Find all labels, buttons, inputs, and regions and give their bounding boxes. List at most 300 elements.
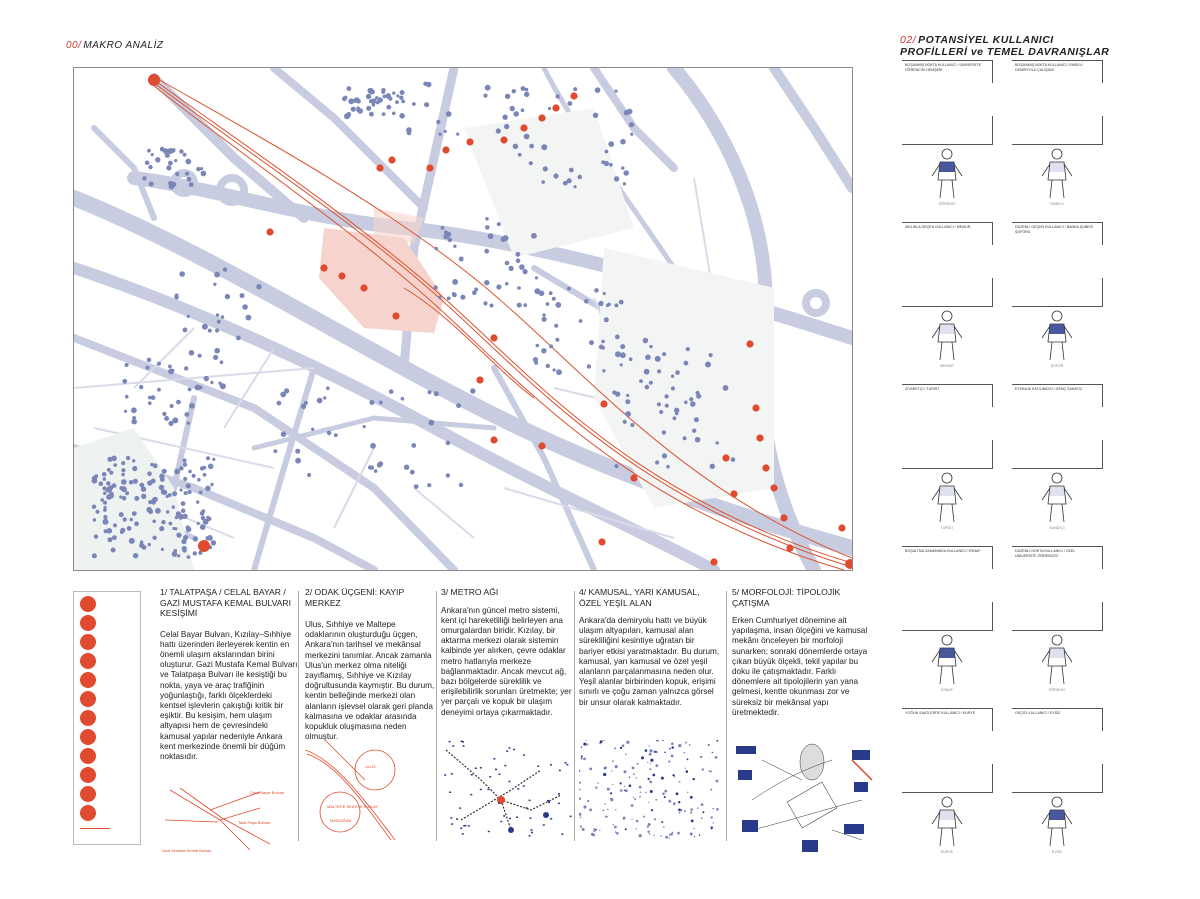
tree-dot bbox=[215, 328, 219, 332]
profile-title: ETKİNLİK KATILIMCISI / GENÇ SANATÇI bbox=[1015, 387, 1083, 391]
tree-dot bbox=[139, 385, 143, 389]
person-sketch-icon bbox=[1032, 632, 1082, 686]
legend-marker-icon bbox=[80, 596, 96, 612]
tree-dot bbox=[525, 88, 529, 92]
tree-dot bbox=[145, 161, 150, 166]
tree-dot bbox=[168, 161, 173, 166]
tree-dot bbox=[149, 182, 154, 187]
profile-card bbox=[902, 708, 994, 858]
tree-dot bbox=[671, 386, 675, 390]
poi-marker bbox=[500, 136, 507, 143]
poi-marker bbox=[490, 436, 497, 443]
profile-caption: ŞOFÖR bbox=[1050, 364, 1064, 368]
tree-dot bbox=[524, 92, 529, 97]
poi-marker bbox=[730, 490, 737, 497]
tree-dot bbox=[131, 407, 137, 413]
tree-dot bbox=[220, 383, 226, 389]
tree-dot bbox=[171, 369, 174, 372]
metro-network-thumbnail bbox=[441, 740, 575, 840]
profile-card bbox=[1012, 60, 1104, 210]
profile-title: BOŞANMIŞ NOKTA KULLANICI / ÜNİVERSİTE ÖĞRENCİSİ HEMŞİRE bbox=[905, 63, 982, 72]
profile-card bbox=[1012, 708, 1104, 858]
tree-dot bbox=[113, 463, 117, 467]
tree-dot bbox=[573, 87, 577, 91]
tree-dot bbox=[689, 397, 693, 401]
tree-dot bbox=[411, 443, 416, 448]
tree-dot bbox=[108, 537, 113, 542]
tree-dot bbox=[554, 324, 558, 328]
tree-dot bbox=[446, 473, 450, 477]
poi-marker bbox=[570, 92, 577, 99]
tree-dot bbox=[683, 436, 687, 440]
tree-dot bbox=[102, 472, 107, 477]
poi-marker bbox=[198, 540, 210, 552]
tree-dot bbox=[369, 89, 374, 94]
tree-dot bbox=[106, 481, 111, 486]
tree-dot bbox=[205, 486, 211, 492]
tree-dot bbox=[444, 130, 447, 133]
tree-dot bbox=[113, 523, 117, 527]
tree-dot bbox=[198, 354, 202, 358]
tree-dot bbox=[221, 315, 224, 318]
legend-item bbox=[80, 767, 140, 785]
tree-dot bbox=[148, 500, 152, 504]
legend-item bbox=[80, 786, 140, 804]
tree-dot bbox=[141, 494, 146, 499]
profile-caption: EMEKLİ bbox=[1050, 202, 1064, 206]
tree-dot bbox=[172, 505, 175, 508]
tree-dot bbox=[203, 519, 209, 525]
tree-dot bbox=[179, 466, 183, 470]
poi-marker bbox=[520, 124, 527, 131]
tree-dot bbox=[614, 464, 618, 468]
tree-dot bbox=[202, 173, 206, 177]
profile-card bbox=[902, 60, 994, 210]
tree-dot bbox=[175, 516, 178, 519]
profile-title: SIKLIKLA GEÇEN KULLANICI / MEMUR bbox=[905, 225, 971, 229]
tree-dot bbox=[630, 133, 633, 136]
tree-dot bbox=[153, 497, 158, 502]
tree-dot bbox=[103, 519, 109, 525]
tree-dot bbox=[200, 511, 205, 516]
tree-dot bbox=[643, 338, 649, 344]
tree-dot bbox=[174, 159, 177, 162]
legend-item bbox=[80, 653, 140, 671]
tree-dot bbox=[381, 90, 385, 94]
tree-dot bbox=[563, 181, 568, 186]
tree-dot bbox=[181, 508, 186, 513]
tree-dot bbox=[214, 348, 220, 354]
tree-dot bbox=[177, 554, 180, 557]
tree-dot bbox=[210, 381, 213, 384]
tree-dot bbox=[160, 147, 165, 152]
tree-dot bbox=[459, 483, 463, 487]
tree-dot bbox=[536, 344, 540, 348]
tree-dot bbox=[174, 469, 180, 475]
tree-dot bbox=[187, 421, 190, 424]
tree-dot bbox=[446, 111, 452, 117]
tree-dot bbox=[280, 392, 286, 398]
tree-dot bbox=[169, 522, 173, 526]
tree-dot bbox=[620, 363, 623, 366]
poi-marker bbox=[466, 138, 473, 145]
tree-dot bbox=[657, 402, 661, 406]
poi-marker bbox=[148, 74, 160, 86]
legend-marker-icon bbox=[80, 691, 96, 707]
tree-dot bbox=[505, 94, 510, 99]
poi-marker bbox=[780, 514, 787, 521]
tree-dot bbox=[170, 404, 174, 408]
tree-dot bbox=[193, 536, 198, 541]
tree-dot bbox=[164, 416, 169, 421]
tree-dot bbox=[131, 419, 137, 425]
tree-dot bbox=[598, 301, 603, 306]
column-1 bbox=[160, 587, 298, 762]
section-number: 02/ bbox=[900, 34, 917, 46]
tree-dot bbox=[625, 399, 630, 404]
tree-dot bbox=[366, 106, 371, 111]
tree-dot bbox=[518, 153, 522, 157]
tree-dot bbox=[220, 360, 224, 364]
tree-dot bbox=[192, 474, 196, 478]
tree-dot bbox=[161, 489, 167, 495]
tree-dot bbox=[327, 431, 332, 436]
poi-marker bbox=[598, 538, 605, 545]
tree-dot bbox=[665, 404, 669, 408]
tree-dot bbox=[404, 465, 409, 470]
tree-dot bbox=[213, 283, 216, 286]
profile-caption: TURİST bbox=[940, 526, 954, 530]
tree-dot bbox=[295, 449, 300, 454]
column-3-body: Ankara'nın güncel metro sistemi, kent içi hareketliliği belirleyen ana omurgalardan biridir. Kızılay, bir aktarma merkezi olarak sistemin kalbinde yer alırken, çevre odaklar metro hatlarıyla merkeze bağlanmaktadır. Ancak mevcut ağ, bazı bölgelerde süreklilik ve erişilebilirlik sorunları üretmekte; yer yer parçalı ve kopuk bir ulaşım deneyimi ortaya çıkarmaktadır. bbox=[441, 605, 572, 717]
person-sketch-icon bbox=[1032, 470, 1082, 524]
tree-dot bbox=[434, 247, 438, 251]
poi-marker bbox=[746, 340, 753, 347]
tree-dot bbox=[472, 290, 477, 295]
poi-marker bbox=[630, 474, 637, 481]
tree-dot bbox=[104, 506, 107, 509]
tree-dot bbox=[107, 457, 112, 462]
tree-dot bbox=[569, 168, 574, 173]
tree-dot bbox=[484, 280, 489, 285]
tree-dot bbox=[513, 111, 519, 117]
tree-dot bbox=[148, 165, 152, 169]
tree-dot bbox=[188, 490, 192, 494]
tree-dot bbox=[453, 245, 456, 248]
tree-dot bbox=[705, 362, 711, 368]
map-legend bbox=[73, 591, 141, 845]
profile-card bbox=[1012, 546, 1104, 696]
profile-title: BOŞALTMA ZAMANINDA KULLANICI / ESNAF bbox=[905, 549, 981, 553]
tree-dot bbox=[649, 381, 653, 385]
legend-marker-icon bbox=[80, 786, 96, 802]
legend-item bbox=[80, 615, 140, 633]
tree-dot bbox=[148, 396, 152, 400]
profile-note-frame bbox=[1012, 116, 1103, 145]
tree-dot bbox=[110, 492, 114, 496]
person-sketch-icon bbox=[922, 794, 972, 848]
tree-dot bbox=[370, 443, 376, 449]
poi-marker bbox=[770, 484, 777, 491]
green-space-thumbnail bbox=[579, 740, 721, 840]
tree-dot bbox=[103, 477, 107, 481]
poi-marker bbox=[786, 544, 793, 551]
tree-dot bbox=[176, 533, 181, 538]
tree-dot bbox=[173, 549, 177, 553]
tree-dot bbox=[152, 536, 156, 540]
tree-dot bbox=[159, 526, 164, 531]
focus-triangle-thumbnail bbox=[305, 740, 435, 840]
tree-dot bbox=[513, 144, 518, 149]
tree-dot bbox=[147, 358, 152, 363]
tree-dot bbox=[399, 96, 403, 100]
tree-dot bbox=[386, 105, 391, 110]
legend-marker-icon bbox=[80, 805, 96, 821]
tree-dot bbox=[155, 508, 161, 514]
tree-dot bbox=[214, 272, 220, 278]
tree-dot bbox=[96, 510, 100, 514]
tree-dot bbox=[183, 463, 187, 467]
tree-dot bbox=[556, 94, 560, 98]
tree-dot bbox=[731, 457, 736, 462]
tree-dot bbox=[549, 344, 553, 348]
tree-dot bbox=[460, 295, 465, 300]
tree-dot bbox=[342, 96, 347, 101]
tree-dot bbox=[121, 468, 125, 472]
tree-dot bbox=[281, 431, 287, 437]
tree-dot bbox=[396, 94, 399, 97]
tree-dot bbox=[142, 176, 146, 180]
tree-dot bbox=[187, 177, 192, 182]
tree-dot bbox=[448, 238, 453, 243]
legend-marker-icon bbox=[80, 767, 96, 783]
tree-dot bbox=[124, 410, 127, 413]
tree-dot bbox=[543, 166, 548, 171]
tree-dot bbox=[100, 498, 104, 502]
tree-dot bbox=[112, 535, 117, 540]
tree-dot bbox=[483, 94, 487, 98]
tree-dot bbox=[129, 480, 134, 485]
tree-dot bbox=[202, 466, 206, 470]
column-5-title: 5/ MORFOLOJİ: TİPOLOJİK ÇATIŞMA bbox=[732, 587, 841, 608]
poi-marker bbox=[338, 272, 345, 279]
tree-dot bbox=[236, 336, 241, 341]
person-sketch-icon bbox=[922, 146, 972, 200]
tree-dot bbox=[673, 416, 677, 420]
tree-dot bbox=[126, 456, 130, 460]
profile-title: ZİYARETÇİ / TURİST bbox=[905, 387, 940, 391]
tree-dot bbox=[172, 527, 175, 530]
column-5 bbox=[732, 587, 872, 718]
tree-dot bbox=[389, 389, 394, 394]
tree-dot bbox=[172, 491, 177, 496]
tree-dot bbox=[659, 410, 663, 414]
tree-dot bbox=[326, 386, 330, 390]
profile-title: GEÇİCİ KULLANICI / EVSİZ bbox=[1015, 711, 1061, 715]
tree-dot bbox=[168, 181, 173, 186]
legend-item bbox=[80, 634, 140, 652]
tree-dot bbox=[189, 403, 195, 409]
tree-dot bbox=[509, 266, 514, 271]
tree-dot bbox=[675, 370, 680, 375]
tree-dot bbox=[629, 357, 633, 361]
tree-dot bbox=[546, 364, 550, 368]
tree-dot bbox=[184, 491, 188, 495]
tree-dot bbox=[535, 276, 538, 279]
profile-caption: SANATÇI bbox=[1049, 526, 1065, 530]
column-4 bbox=[579, 587, 721, 708]
tree-dot bbox=[246, 315, 252, 321]
tree-dot bbox=[620, 139, 626, 145]
tree-dot bbox=[709, 353, 713, 357]
tree-dot bbox=[541, 348, 546, 353]
tree-dot bbox=[607, 303, 611, 307]
column-3 bbox=[441, 587, 575, 718]
tree-dot bbox=[189, 350, 195, 356]
tree-dot bbox=[436, 120, 440, 124]
person-sketch-icon bbox=[1032, 308, 1082, 362]
tree-dot bbox=[256, 284, 261, 289]
tree-dot bbox=[187, 315, 190, 318]
tree-dot bbox=[184, 366, 188, 370]
legend-line-icon bbox=[80, 828, 110, 829]
section-title-line2: PROFİLLERİ ve TEMEL DAVRANIŞLAR bbox=[900, 46, 1110, 58]
tree-dot bbox=[385, 93, 391, 99]
tree-dot bbox=[662, 430, 666, 434]
tree-dot bbox=[208, 464, 214, 470]
tree-dot bbox=[129, 538, 135, 544]
tree-dot bbox=[401, 397, 405, 401]
tree-dot bbox=[159, 474, 165, 480]
tree-dot bbox=[556, 369, 562, 375]
tree-dot bbox=[145, 366, 149, 370]
tree-dot bbox=[119, 495, 122, 498]
thumb-label-c: Gazi Mustafa Kemal Bulvarı bbox=[162, 848, 212, 853]
tree-dot bbox=[277, 401, 282, 406]
person-sketch-icon bbox=[922, 308, 972, 362]
tree-dot bbox=[223, 267, 227, 271]
tree-dot bbox=[695, 437, 701, 443]
tree-dot bbox=[139, 543, 144, 548]
tree-dot bbox=[182, 458, 186, 462]
tree-dot bbox=[456, 133, 459, 136]
profile-caption: MEMUR bbox=[940, 364, 954, 368]
legend-marker-icon bbox=[80, 729, 96, 745]
tree-dot bbox=[354, 97, 359, 102]
tree-dot bbox=[217, 320, 221, 324]
profile-note-frame bbox=[1012, 278, 1103, 307]
tree-dot bbox=[517, 286, 521, 290]
tree-dot bbox=[629, 122, 634, 127]
legend-item bbox=[80, 805, 140, 823]
tree-dot bbox=[121, 461, 125, 465]
tree-dot bbox=[363, 425, 366, 428]
tree-dot bbox=[414, 484, 419, 489]
profile-title: DÜZENLİ GEÇEN KULLANICI / BANKA ŞUBESİ ŞOFÖRÜ bbox=[1015, 225, 1093, 234]
tree-dot bbox=[208, 329, 212, 333]
column-divider bbox=[298, 591, 299, 841]
tree-dot bbox=[395, 100, 399, 104]
tree-dot bbox=[589, 340, 594, 345]
tree-dot bbox=[614, 176, 619, 181]
person-sketch-icon bbox=[1032, 146, 1082, 200]
tree-dot bbox=[524, 134, 530, 140]
tree-dot bbox=[147, 471, 152, 476]
tree-dot bbox=[534, 361, 538, 365]
tree-dot bbox=[438, 133, 441, 136]
legend-item bbox=[80, 729, 140, 747]
thumb-label-b: Talat Paşa Bulvarı bbox=[238, 820, 271, 825]
tree-dot bbox=[123, 517, 127, 521]
tree-dot bbox=[452, 293, 457, 298]
tree-dot bbox=[649, 345, 652, 348]
tree-dot bbox=[601, 346, 605, 350]
tree-dot bbox=[93, 518, 96, 521]
profile-caption: ÖĞRENCİ bbox=[1048, 688, 1066, 692]
tree-dot bbox=[504, 124, 509, 129]
legend-item bbox=[80, 596, 140, 614]
tree-dot bbox=[200, 524, 206, 530]
tree-dot bbox=[189, 182, 194, 187]
tree-dot bbox=[523, 303, 527, 307]
profile-card bbox=[902, 546, 994, 696]
person-sketch-icon bbox=[1032, 794, 1082, 848]
profile-caption: EVSİZ bbox=[1051, 850, 1063, 854]
tree-dot bbox=[602, 369, 605, 372]
tree-dot bbox=[485, 217, 489, 221]
poi-marker bbox=[442, 146, 449, 153]
tree-dot bbox=[630, 423, 634, 427]
poi-marker bbox=[552, 104, 559, 111]
tree-dot bbox=[517, 303, 522, 308]
tree-dot bbox=[347, 114, 351, 118]
tree-dot bbox=[216, 313, 219, 316]
legend-marker-icon bbox=[80, 653, 96, 669]
poi-marker bbox=[476, 376, 483, 383]
tree-dot bbox=[684, 401, 688, 405]
tree-dot bbox=[155, 157, 160, 162]
tree-dot bbox=[183, 153, 187, 157]
tree-dot bbox=[400, 90, 405, 95]
column-2 bbox=[305, 587, 435, 742]
tree-dot bbox=[446, 441, 451, 446]
tree-dot bbox=[168, 493, 172, 497]
tree-dot bbox=[368, 465, 372, 469]
tree-dot bbox=[552, 297, 556, 301]
tree-dot bbox=[553, 173, 558, 178]
section-heading-macro bbox=[66, 40, 164, 51]
tree-dot bbox=[125, 491, 129, 495]
tree-dot bbox=[183, 328, 188, 333]
tree-dot bbox=[446, 232, 451, 237]
profile-note-frame bbox=[902, 278, 993, 307]
legend-marker-icon bbox=[80, 710, 96, 726]
tree-dot bbox=[301, 404, 306, 409]
tree-dot bbox=[183, 535, 188, 540]
tree-dot bbox=[459, 257, 464, 262]
tree-dot bbox=[542, 313, 545, 316]
person-sketch-icon bbox=[922, 470, 972, 524]
tree-dot bbox=[529, 144, 534, 149]
tree-dot bbox=[644, 369, 650, 375]
tree-dot bbox=[619, 300, 624, 305]
tree-dot bbox=[206, 456, 210, 460]
column-2-body: Ulus, Sıhhiye ve Maltepe odaklarının oluşturduğu üçgen, Ankara'nın tarihsel ve mekânsal merkezini tanımlar. Ancak zamanla Ulus'un merkez olma niteliği zayıflamış, Sıhhiye ve Kızılay doğrultusunda kaymıştır. Bu durum, kentin belleğinde merkezi olan alanların işlevsel olarak geri planda kalmasına ve odaklar arasında kopukluk oluşmasına neden olmuştur. bbox=[305, 620, 435, 742]
tree-dot bbox=[612, 391, 616, 395]
tree-dot bbox=[111, 548, 116, 553]
tree-dot bbox=[199, 491, 203, 495]
tree-dot bbox=[621, 166, 624, 169]
